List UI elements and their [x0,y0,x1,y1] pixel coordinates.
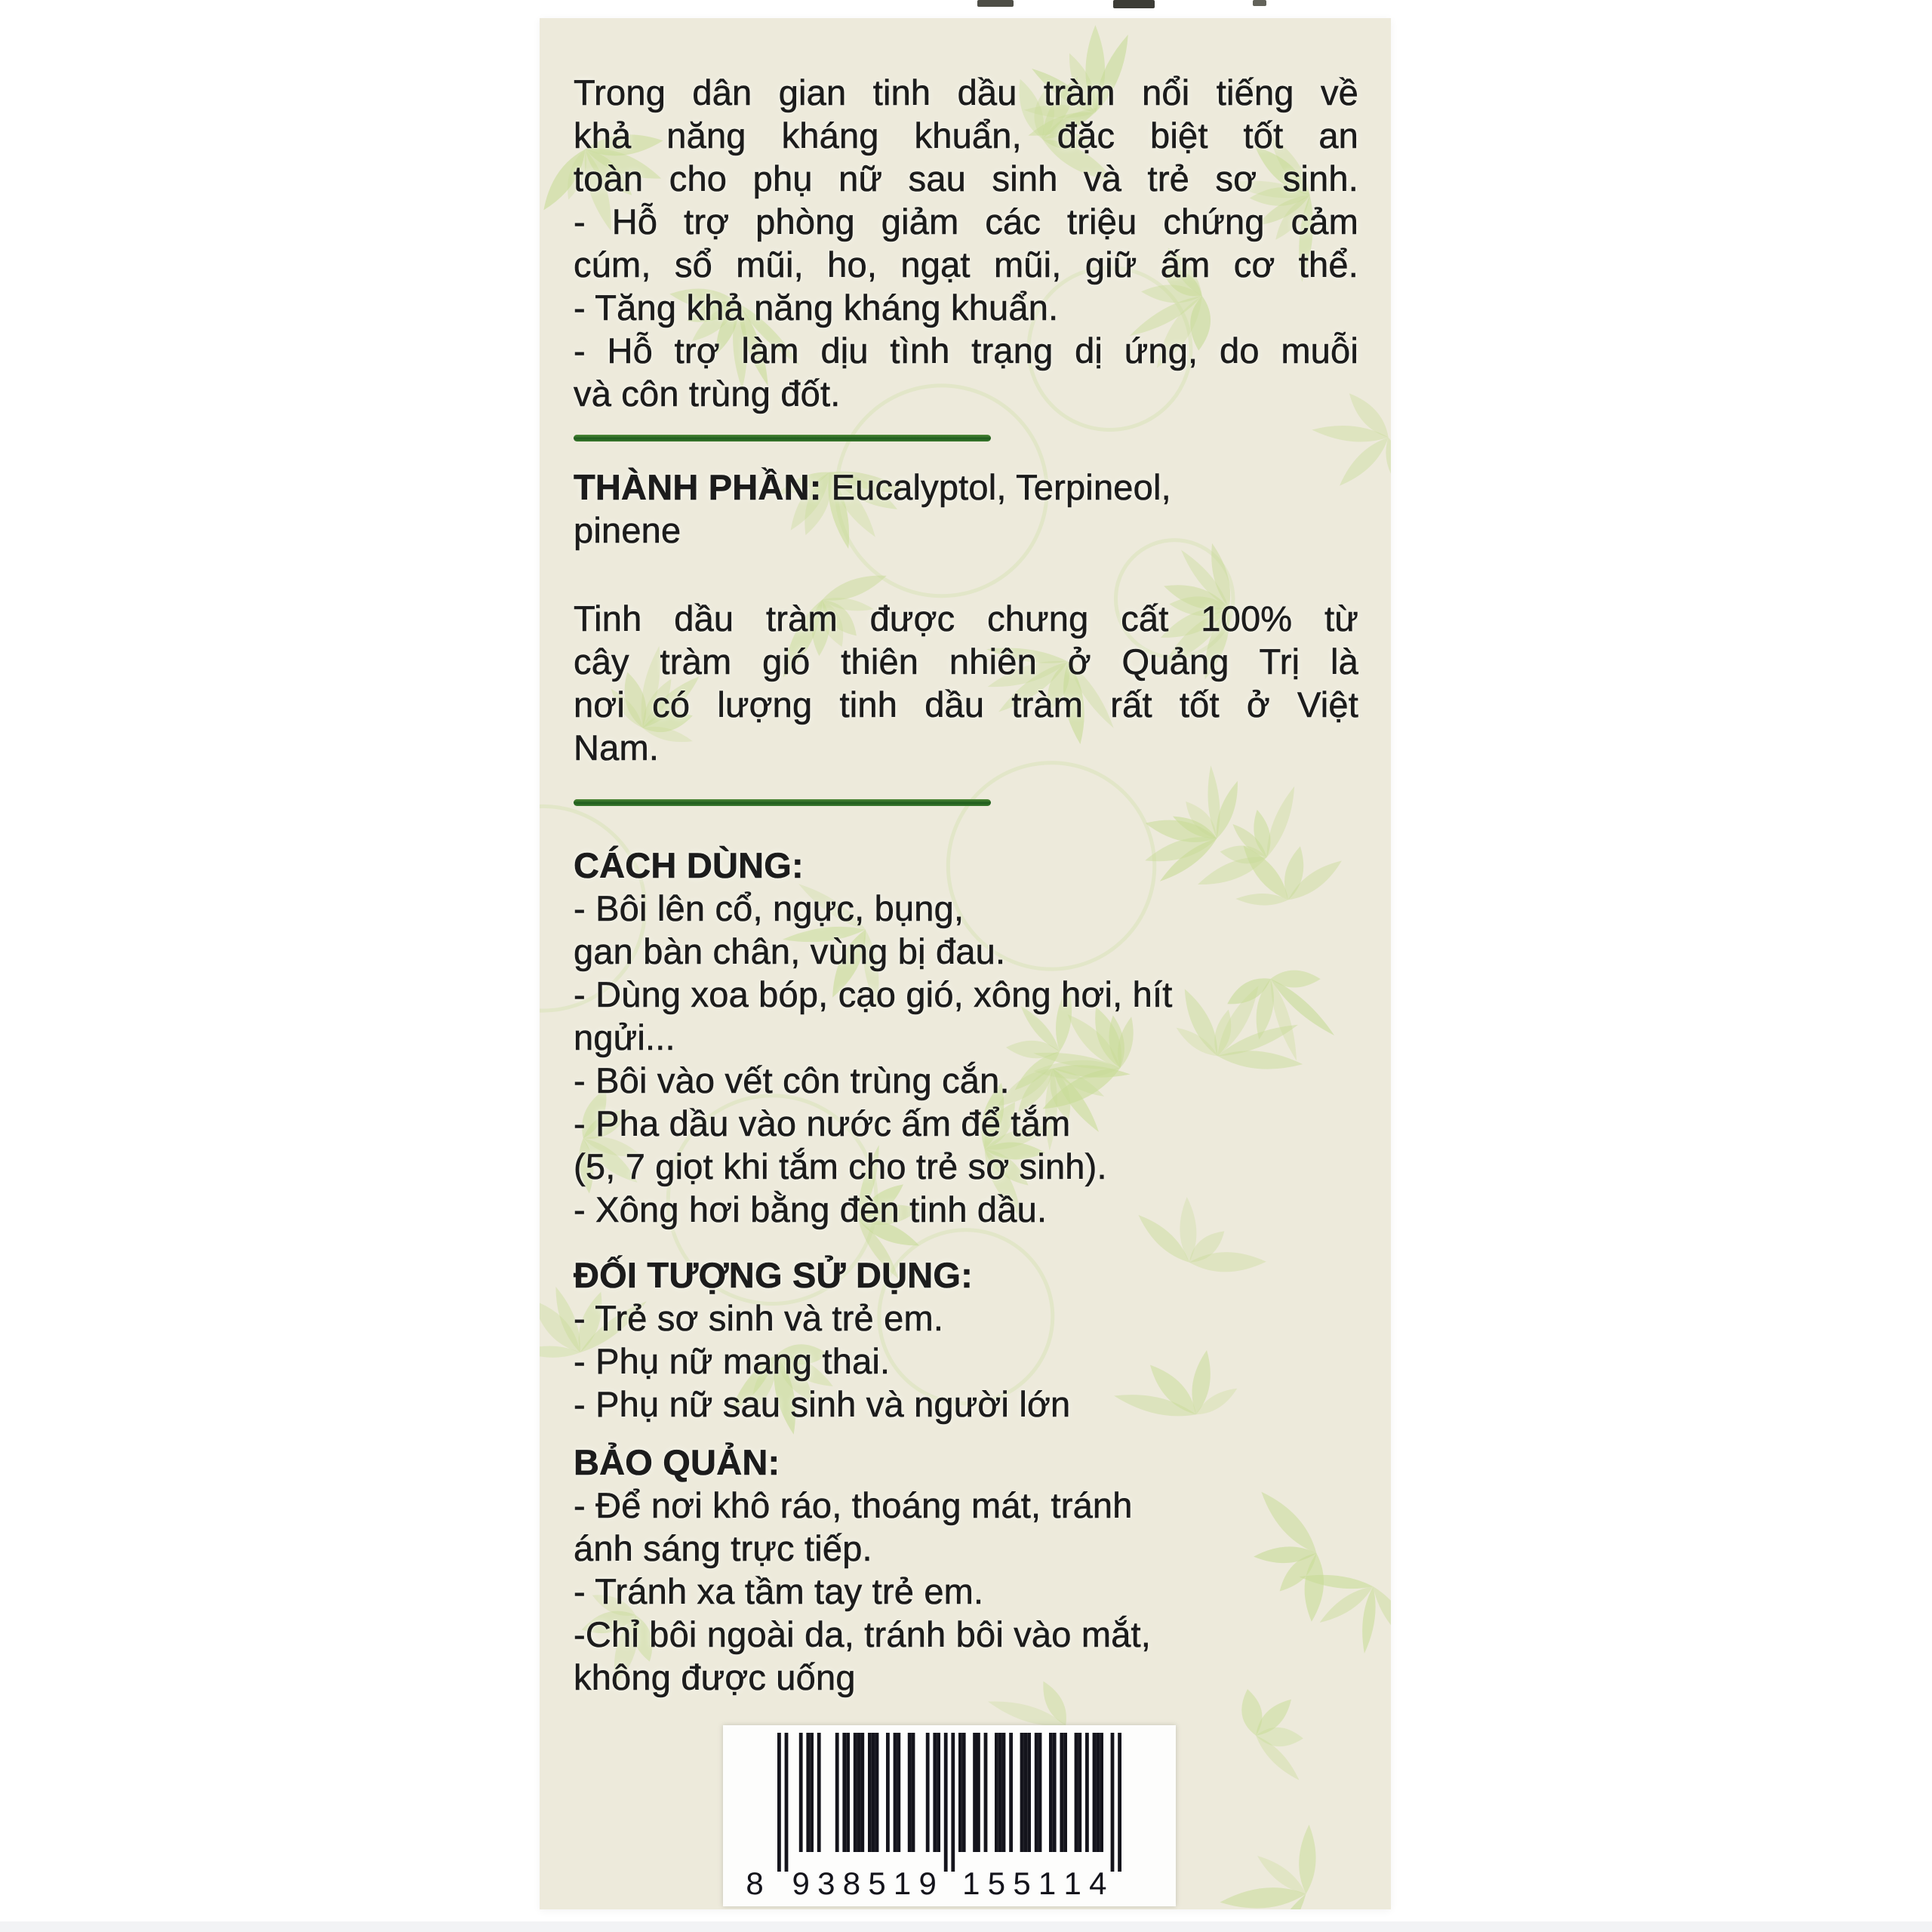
text-line: Trong dân gian tinh dầu tràm nổi tiếng về [574,72,1358,112]
text-line: - Tăng khả năng kháng khuẩn. [574,288,1059,328]
barcode-digit: 9 [918,1866,937,1901]
text-line: gan bàn chân, vùng bị đau. [574,931,1006,971]
section-divider [574,799,991,806]
photo-bottom-edge [0,1921,1932,1932]
barcode-digit: 8 [842,1866,861,1901]
barcode-digit: 1 [1038,1866,1057,1901]
barcode-digit: 1 [962,1866,980,1901]
ingredients-line [574,466,1358,509]
usage-list [574,887,1358,1231]
barcode-digit: 5 [1013,1866,1031,1901]
text-line: và côn trùng đốt. [574,374,841,414]
barcode-digit: 1 [893,1866,912,1901]
barcode-bars [723,1725,1176,1906]
text-line: - Để nơi khô ráo, thoáng mát, tránh [574,1485,1133,1525]
photo-crop-artifact [1113,0,1155,8]
storage-list [574,1484,1358,1699]
ingredients-heading: THÀNH PHẦN: [574,467,822,507]
barcode-digit: 8 [746,1866,764,1901]
ingredients-list: Eucalyptol, Terpineol, [831,467,1171,507]
text-line: - Dùng xoa bóp, cạo gió, xông hơi, hít [574,974,1173,1014]
text-line: (5, 7 giọt khi tắm cho trẻ sơ sinh). [574,1146,1107,1186]
text-line: - Tránh xa tầm tay trẻ em. [574,1571,984,1611]
audience-heading: ĐỐI TƯỢNG SỬ DỤNG: [574,1255,973,1295]
text-line: - Hỗ trợ làm dịu tình trạng dị ứng, do muỗi [574,331,1358,371]
origin-paragraph [574,597,1358,769]
text-line: - Pha dầu vào nước ấm để tắm [574,1103,1071,1143]
text-line: Nam. [574,728,660,768]
photo-crop-artifact [1253,0,1266,6]
text-line: toàn cho phụ nữ sau sinh và trẻ sơ sinh. [574,158,1358,198]
section-divider [574,435,991,441]
text-line: - Xông hơi bằng đèn tinh dầu. [574,1189,1048,1229]
barcode-digit: 1 [1063,1866,1081,1901]
text-line: - Bôi lên cổ, ngực, bụng, [574,888,964,928]
ingredients-line: pinene [574,510,681,550]
text-line: - Bôi vào vết côn trùng cắn. [574,1060,1010,1100]
text-line: -Chỉ bôi ngoài da, tránh bôi vào mắt, [574,1614,1152,1654]
barcode-digit: 5 [868,1866,886,1901]
ingredients-section [574,466,1358,552]
audience-list [574,1297,1358,1426]
product-label-back [540,18,1391,1909]
barcode-digit: 9 [792,1866,810,1901]
text-line: khả năng kháng khuẩn, đặc biệt tốt an [574,115,1358,155]
text-line: - Trẻ sơ sinh và trẻ em. [574,1298,944,1338]
text-line: - Hỗ trợ phòng giảm các triệu chứng cảm [574,202,1358,242]
photo-crop-artifact [977,0,1014,7]
barcode-digit: 4 [1089,1866,1107,1901]
text-line: Tinh dầu tràm được chưng cất 100% từ [574,598,1358,638]
label-content [540,18,1391,1909]
text-line: ánh sáng trực tiếp. [574,1528,872,1568]
usage-heading: CÁCH DÙNG: [574,845,804,885]
intro-paragraph [574,71,1358,415]
barcode [723,1725,1176,1906]
storage-heading: BẢO QUẢN: [574,1442,780,1482]
text-line: nơi có lượng tinh dầu tràm rất tốt ở Việt [574,685,1358,724]
barcode-digit: 3 [817,1866,835,1901]
text-line: cây tràm gió thiên nhiên ở Quảng Trị là [574,641,1358,681]
text-line: không được uống [574,1657,856,1697]
text-line: - Phụ nữ mang thai. [574,1341,891,1381]
text-line: - Phụ nữ sau sinh và người lớn [574,1384,1071,1424]
text-line: ngửi... [574,1017,675,1057]
barcode-digit: 5 [987,1866,1006,1901]
text-line: cúm, sổ mũi, ho, ngạt mũi, giữ ấm cơ thể. [574,245,1358,285]
